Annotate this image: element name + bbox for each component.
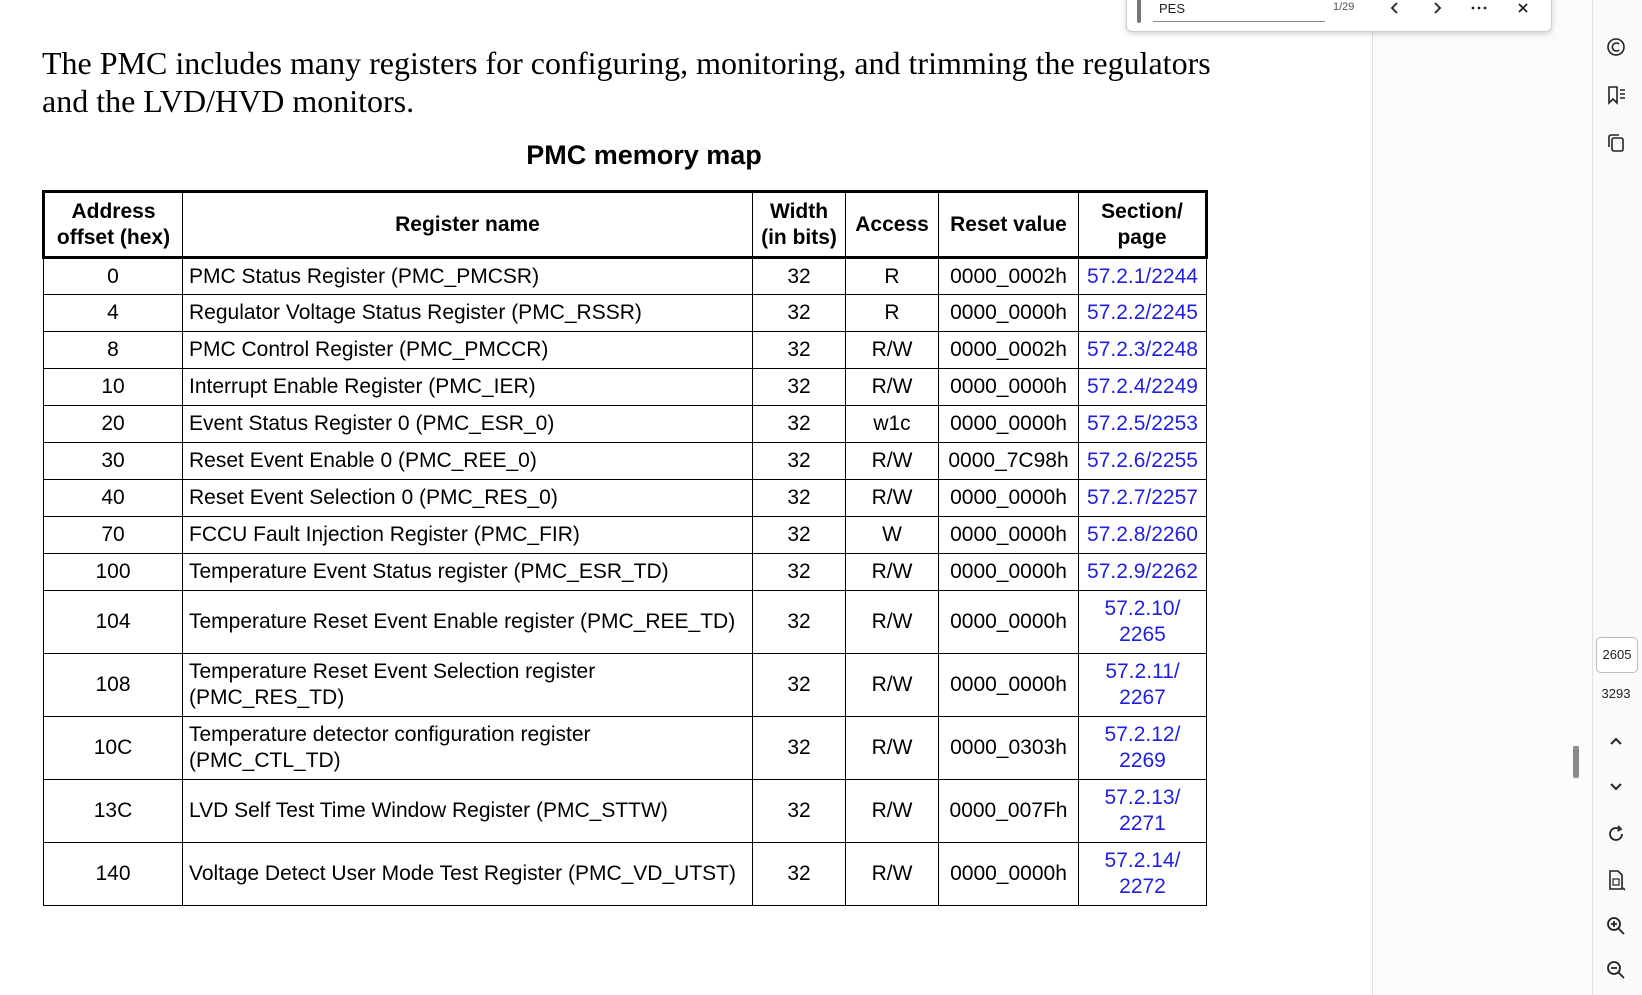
row-access: R/W: [846, 369, 939, 406]
row-offset: 8: [44, 332, 183, 369]
row-section-link[interactable]: 57.2.1/2244: [1079, 258, 1207, 295]
row-section-link[interactable]: 57.2.11/ 2267: [1079, 654, 1207, 717]
table-row: [44, 332, 1207, 369]
table-row: [44, 480, 1207, 517]
row-register-name: Temperature Reset Event Selection register (PMC_RES_TD): [183, 654, 753, 717]
row-access: W: [846, 517, 939, 554]
copy-button[interactable]: [1599, 126, 1633, 160]
rotate-button[interactable]: [1599, 817, 1633, 851]
row-offset: 140: [44, 843, 183, 906]
total-pages: 3293: [1601, 686, 1631, 701]
row-reset-value: 0000_0002h: [939, 332, 1079, 369]
table-row: [44, 406, 1207, 443]
page-fit-button[interactable]: [1599, 863, 1633, 897]
row-reset-value: 0000_0303h: [939, 717, 1079, 780]
row-access: R: [846, 258, 939, 295]
copilot-button[interactable]: [1599, 30, 1633, 64]
row-offset: 70: [44, 517, 183, 554]
zoom-out-icon: [1606, 960, 1626, 980]
chevron-left-icon: [1388, 1, 1402, 15]
scrollbar-thumb[interactable]: [1573, 746, 1579, 778]
row-register-name: Temperature Event Status register (PMC_ESR_TD): [183, 554, 753, 591]
row-width: 32: [753, 517, 846, 554]
find-input[interactable]: [1153, 0, 1325, 22]
row-register-name: LVD Self Test Time Window Register (PMC_STTW): [183, 780, 753, 843]
zoom-out-button[interactable]: [1599, 953, 1633, 987]
header-reset-value: Reset value: [939, 192, 1079, 258]
table-caption: PMC memory map: [526, 140, 762, 170]
row-width: 32: [753, 780, 846, 843]
row-section-link[interactable]: 57.2.13/ 2271: [1079, 780, 1207, 843]
row-width: 32: [753, 406, 846, 443]
row-width: 32: [753, 554, 846, 591]
row-offset: 30: [44, 443, 183, 480]
row-access: R/W: [846, 554, 939, 591]
row-width: 32: [753, 443, 846, 480]
row-section-link[interactable]: 57.2.8/2260: [1079, 517, 1207, 554]
table-row: [44, 591, 1207, 654]
row-reset-value: 0000_0000h: [939, 591, 1079, 654]
pmc-memory-map-table: [42, 190, 1208, 906]
row-register-name: Reset Event Enable 0 (PMC_REE_0): [183, 443, 753, 480]
row-reset-value: 0000_0000h: [939, 843, 1079, 906]
row-width: 32: [753, 717, 846, 780]
row-register-name: Interrupt Enable Register (PMC_IER): [183, 369, 753, 406]
row-section-link[interactable]: 57.2.5/2253: [1079, 406, 1207, 443]
row-reset-value: 0000_007Fh: [939, 780, 1079, 843]
row-register-name: Reset Event Selection 0 (PMC_RES_0): [183, 480, 753, 517]
row-offset: 13C: [44, 780, 183, 843]
chevron-up-icon: [1608, 733, 1624, 749]
header-offset: Address offset (hex): [44, 192, 183, 258]
current-page-field[interactable]: 2605: [1596, 637, 1638, 673]
row-section-link[interactable]: 57.2.4/2249: [1079, 369, 1207, 406]
row-access: R/W: [846, 591, 939, 654]
row-width: 32: [753, 654, 846, 717]
row-width: 32: [753, 591, 846, 654]
row-width: 32: [753, 258, 846, 295]
row-access: R/W: [846, 843, 939, 906]
row-width: 32: [753, 332, 846, 369]
row-reset-value: 0000_0000h: [939, 369, 1079, 406]
find-bar-grip: [1137, 0, 1141, 23]
row-reset-value: 0000_0000h: [939, 517, 1079, 554]
row-register-name: Voltage Detect User Mode Test Register (PMC_VD_UTST): [183, 843, 753, 906]
row-offset: 0: [44, 258, 183, 295]
ellipsis-icon: [1470, 1, 1488, 15]
row-width: 32: [753, 369, 846, 406]
row-register-name: Regulator Voltage Status Register (PMC_RSSR): [183, 295, 753, 332]
table-row: [44, 443, 1207, 480]
row-register-name: FCCU Fault Injection Register (PMC_FIR): [183, 517, 753, 554]
row-register-name: PMC Status Register (PMC_PMCSR): [183, 258, 753, 295]
row-width: 32: [753, 480, 846, 517]
row-reset-value: 0000_0000h: [939, 295, 1079, 332]
next-page-button[interactable]: [1599, 770, 1633, 804]
table-row: [44, 780, 1207, 843]
table-row: [44, 843, 1207, 906]
row-offset: 10C: [44, 717, 183, 780]
header-section-page: Section/ page: [1079, 192, 1207, 258]
header-register-name: Register name: [183, 192, 753, 258]
row-section-link[interactable]: 57.2.12/ 2269: [1079, 717, 1207, 780]
table-row: [44, 369, 1207, 406]
row-section-link[interactable]: 57.2.3/2248: [1079, 332, 1207, 369]
zoom-in-button[interactable]: [1599, 909, 1633, 943]
header-width: Width (in bits): [753, 192, 846, 258]
bookmark-list-icon: [1605, 84, 1627, 106]
chevron-down-icon: [1608, 779, 1624, 795]
row-reset-value: 0000_0000h: [939, 406, 1079, 443]
close-icon: [1516, 1, 1530, 15]
previous-page-button[interactable]: [1599, 724, 1633, 758]
table-row: [44, 554, 1207, 591]
rotate-icon: [1606, 824, 1626, 844]
row-access: R: [846, 295, 939, 332]
intro-paragraph: The PMC includes many registers for configuring, monitoring, and trimming the regulators and the LVD/HVD monitors.: [42, 45, 1211, 119]
find-close-button[interactable]: [1511, 0, 1535, 23]
row-offset: 100: [44, 554, 183, 591]
row-offset: 4: [44, 295, 183, 332]
row-offset: 108: [44, 654, 183, 717]
row-reset-value: 0000_0000h: [939, 554, 1079, 591]
row-section-link[interactable]: 57.2.10/ 2265: [1079, 591, 1207, 654]
table-row: [44, 258, 1207, 295]
row-register-name: Event Status Register 0 (PMC_ESR_0): [183, 406, 753, 443]
page-gutter: [1372, 0, 1593, 995]
row-section-link[interactable]: 57.2.14/ 2272: [1079, 843, 1207, 906]
row-offset: 10: [44, 369, 183, 406]
zoom-in-icon: [1606, 916, 1626, 936]
bookmarks-button[interactable]: [1599, 78, 1633, 112]
row-register-name: Temperature Reset Event Enable register (PMC_REE_TD): [183, 591, 753, 654]
page-fit-icon: [1606, 869, 1626, 891]
row-access: R/W: [846, 443, 939, 480]
table-row: [44, 654, 1207, 717]
row-offset: 20: [44, 406, 183, 443]
table-row: [44, 295, 1207, 332]
row-reset-value: 0000_0000h: [939, 480, 1079, 517]
find-result-count: 1/29: [1333, 1, 1355, 13]
row-section-link[interactable]: 57.2.9/2262: [1079, 554, 1207, 591]
row-access: R/W: [846, 717, 939, 780]
row-section-link[interactable]: 57.2.7/2257: [1079, 480, 1207, 517]
row-access: R/W: [846, 654, 939, 717]
header-access: Access: [846, 192, 939, 258]
row-register-name: Temperature detector configuration register (PMC_CTL_TD): [183, 717, 753, 780]
table-row: [44, 517, 1207, 554]
find-previous-button[interactable]: [1383, 0, 1407, 23]
row-reset-value: 0000_0002h: [939, 258, 1079, 295]
find-bar: [1126, 0, 1552, 32]
row-register-name: PMC Control Register (PMC_PMCCR): [183, 332, 753, 369]
row-section-link[interactable]: 57.2.2/2245: [1079, 295, 1207, 332]
row-access: R/W: [846, 780, 939, 843]
table-header-row: [44, 192, 1207, 258]
chevron-right-icon: [1430, 1, 1444, 15]
row-offset: 104: [44, 591, 183, 654]
copilot-icon: [1605, 36, 1627, 58]
row-access: w1c: [846, 406, 939, 443]
row-width: 32: [753, 843, 846, 906]
row-width: 32: [753, 295, 846, 332]
table-row: [44, 717, 1207, 780]
find-next-button[interactable]: [1425, 0, 1449, 23]
copy-icon: [1605, 132, 1627, 154]
row-offset: 40: [44, 480, 183, 517]
find-more-button[interactable]: [1467, 0, 1491, 23]
row-reset-value: 0000_0000h: [939, 654, 1079, 717]
row-access: R/W: [846, 332, 939, 369]
row-access: R/W: [846, 480, 939, 517]
row-section-link[interactable]: 57.2.6/2255: [1079, 443, 1207, 480]
row-reset-value: 0000_7C98h: [939, 443, 1079, 480]
